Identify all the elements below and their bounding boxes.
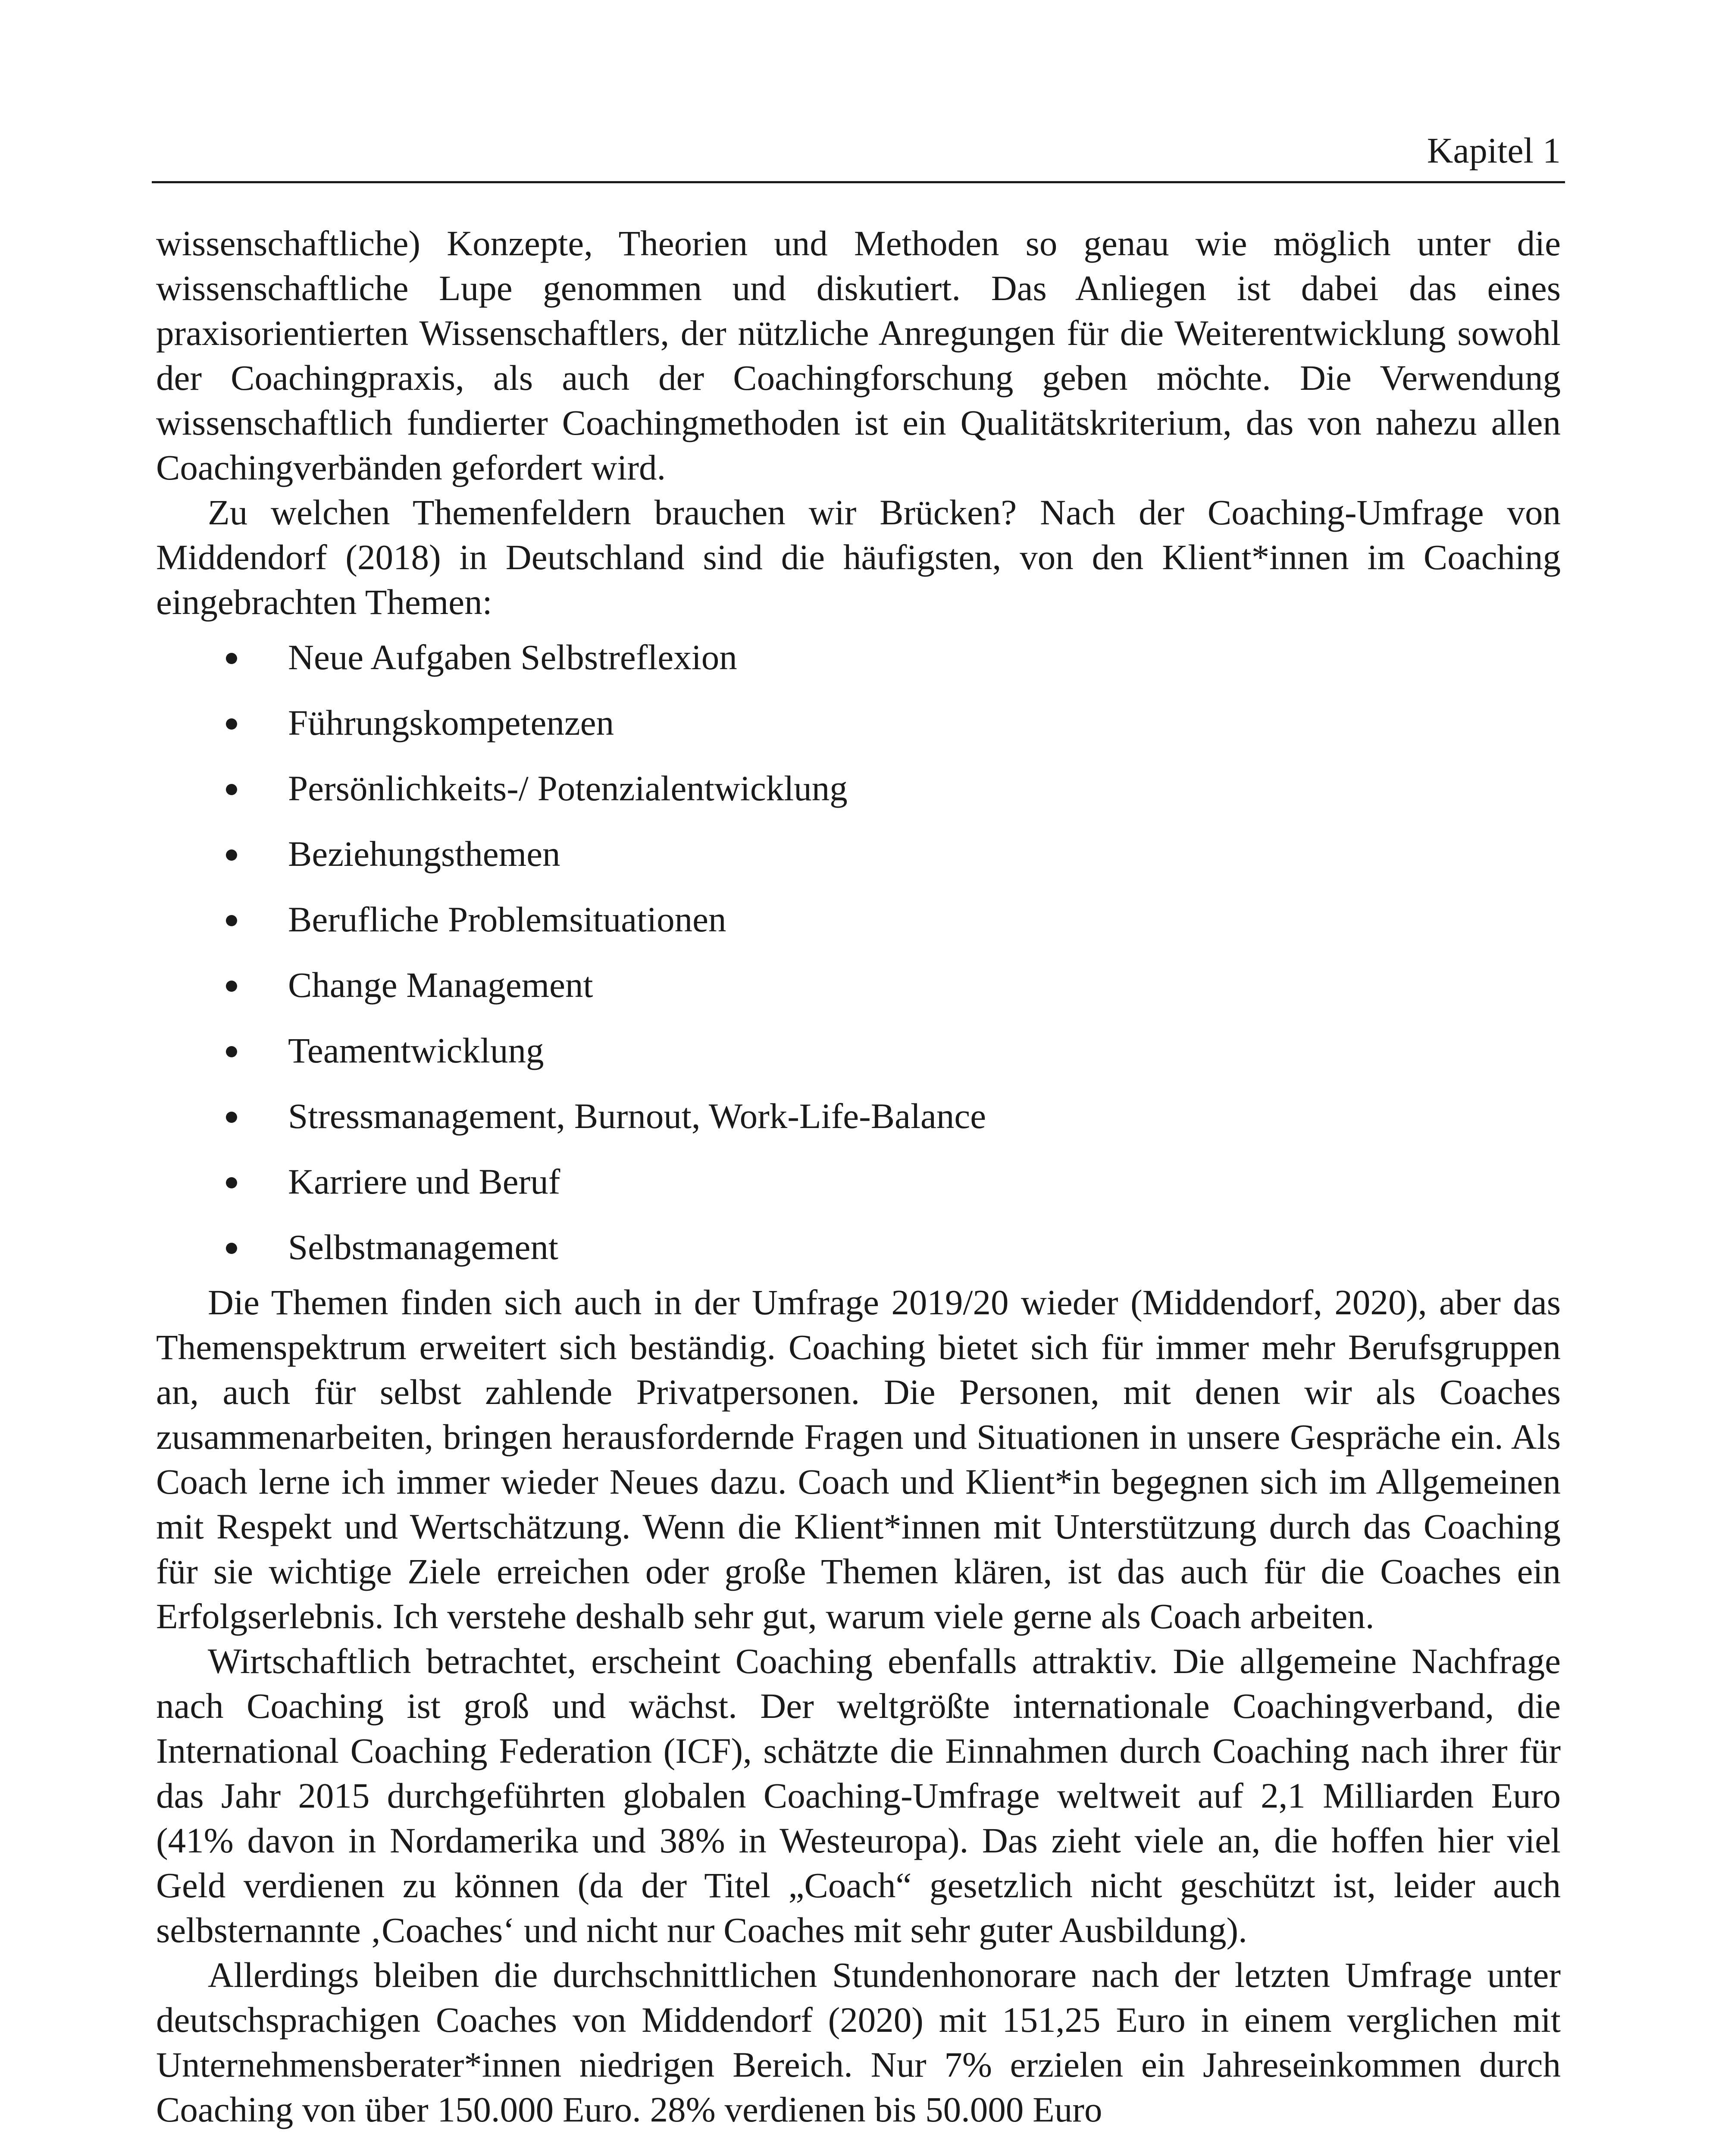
- paragraph-3: Die Themen finden sich auch in der Umfrage 2019/20 wieder (Middendorf, 2020), aber das Themenspektrum erweitert sich beständig. Coaching bietet sich für immer mehr Berufsgruppen an, auch für selbst zahlende Privatpersonen. Die Personen, mit denen wir als Coaches zusammenarbeiten, bringen herausfordernde Fragen und Situationen in unsere Gespräche ein. Als Coach lerne ich immer wieder Neues dazu. Coach und Klient*in begegnen sich im Allgemeinen mit Respekt und Wertschätzung. Wenn die Klient*innen mit Unterstützung durch das Coaching für sie wichtige Ziele erreichen oder große Themen klären, ist das auch für die Coaches ein Erfolgserlebnis. Ich verstehe deshalb sehr gut, warum viele gerne als Coach arbeiten.: [156, 1282, 1561, 1636]
- list-item-text: Teamentwicklung: [288, 1031, 544, 1070]
- list-item-text: Führungskompetenzen: [288, 703, 614, 743]
- list-item-text: Karriere und Beruf: [288, 1162, 560, 1201]
- bullet-icon: [226, 1046, 237, 1057]
- running-header: [152, 125, 1565, 183]
- chapter-title: Kapitel 1: [1427, 131, 1561, 171]
- list-item: [156, 1018, 1561, 1083]
- bullet-icon: [226, 1177, 237, 1188]
- list-item: [156, 755, 1561, 821]
- list-item: [156, 624, 1561, 690]
- list-item-text: Change Management: [288, 965, 593, 1005]
- list-item-text: Selbstmanagement: [288, 1227, 558, 1267]
- topic-list: [156, 624, 1561, 1280]
- list-item: [156, 887, 1561, 952]
- paragraph-1: wissenschaftliche) Konzepte, Theorien und Methoden so genau wie möglich unter die wissenschaftliche Lupe genommen und diskutiert. Das Anliegen ist dabei das eines praxisorientierten Wissenschaftlers, der nützliche Anregungen für die Weiterentwicklung sowohl der Coachingpraxis, als auch der Coachingforschung geben möchte. Die Verwendung wissenschaftlich fundierter Coachingmethoden ist ein Qualitätskriterium, das von nahezu allen Coachingverbänden gefordert wird.: [156, 223, 1561, 487]
- list-item-text: Berufliche Problemsituationen: [288, 899, 726, 939]
- bullet-icon: [226, 981, 237, 992]
- list-item-text: Stressmanagement, Burnout, Work-Life-Balance: [288, 1096, 986, 1136]
- list-item: [156, 690, 1561, 755]
- bullet-icon: [226, 718, 237, 730]
- paragraph-4: Wirtschaftlich betrachtet, erscheint Coaching ebenfalls attraktiv. Die allgemeine Nachfrage nach Coaching ist groß und wächst. Der weltgrößte internationale Coachingverband, die International Coaching Federation (ICF), schätzte die Einnahmen durch Coaching nach ihrer für das Jahr 2015 durchgeführten globalen Coaching-Umfrage weltweit auf 2,1 Milliarden Euro (41% davon in Nordamerika und 38% in Westeuropa). Das zieht viele an, die hoffen hier viel Geld verdienen zu können (da der Titel „Coach“ gesetzlich nicht geschützt ist, leider auch selbsternannte ‚Coaches‘ und nicht nur Coaches mit sehr guter Ausbildung).: [156, 1641, 1561, 1950]
- bullet-icon: [226, 1243, 237, 1254]
- bullet-icon: [226, 1112, 237, 1123]
- list-item-text: Neue Aufgaben Selbstreflexion: [288, 637, 737, 677]
- list-item: [156, 952, 1561, 1018]
- list-item: [156, 1149, 1561, 1214]
- list-item: [156, 1214, 1561, 1280]
- bullet-icon: [226, 849, 237, 861]
- list-item-text: Persönlichkeits-/ Potenzialentwicklung: [288, 768, 848, 808]
- list-item: [156, 821, 1561, 887]
- bullet-icon: [226, 653, 237, 664]
- paragraph-5: Allerdings bleiben die durchschnittlichen Stundenhonorare nach der letzten Umfrage unter deutschsprachigen Coaches von Middendorf (2020) mit 151,25 Euro in einem verglichen mit Unternehmensberater*innen niedrigen Bereich. Nur 7% erzielen ein Jahreseinkommen durch Coaching von über 150.000 Euro. 28% verdienen bis 50.000 Euro: [156, 1955, 1561, 2129]
- list-item: [156, 1083, 1561, 1149]
- list-item-text: Beziehungsthemen: [288, 834, 560, 874]
- main-text: [156, 221, 1561, 2132]
- paragraph-2: Zu welchen Themenfeldern brauchen wir Brücken? Nach der Coaching-Umfrage von Middendorf (2018) in Deutschland sind die häufigsten, von den Klient*innen im Coaching eingebrachten Themen:: [156, 492, 1561, 622]
- bullet-icon: [226, 915, 237, 926]
- bullet-icon: [226, 784, 237, 795]
